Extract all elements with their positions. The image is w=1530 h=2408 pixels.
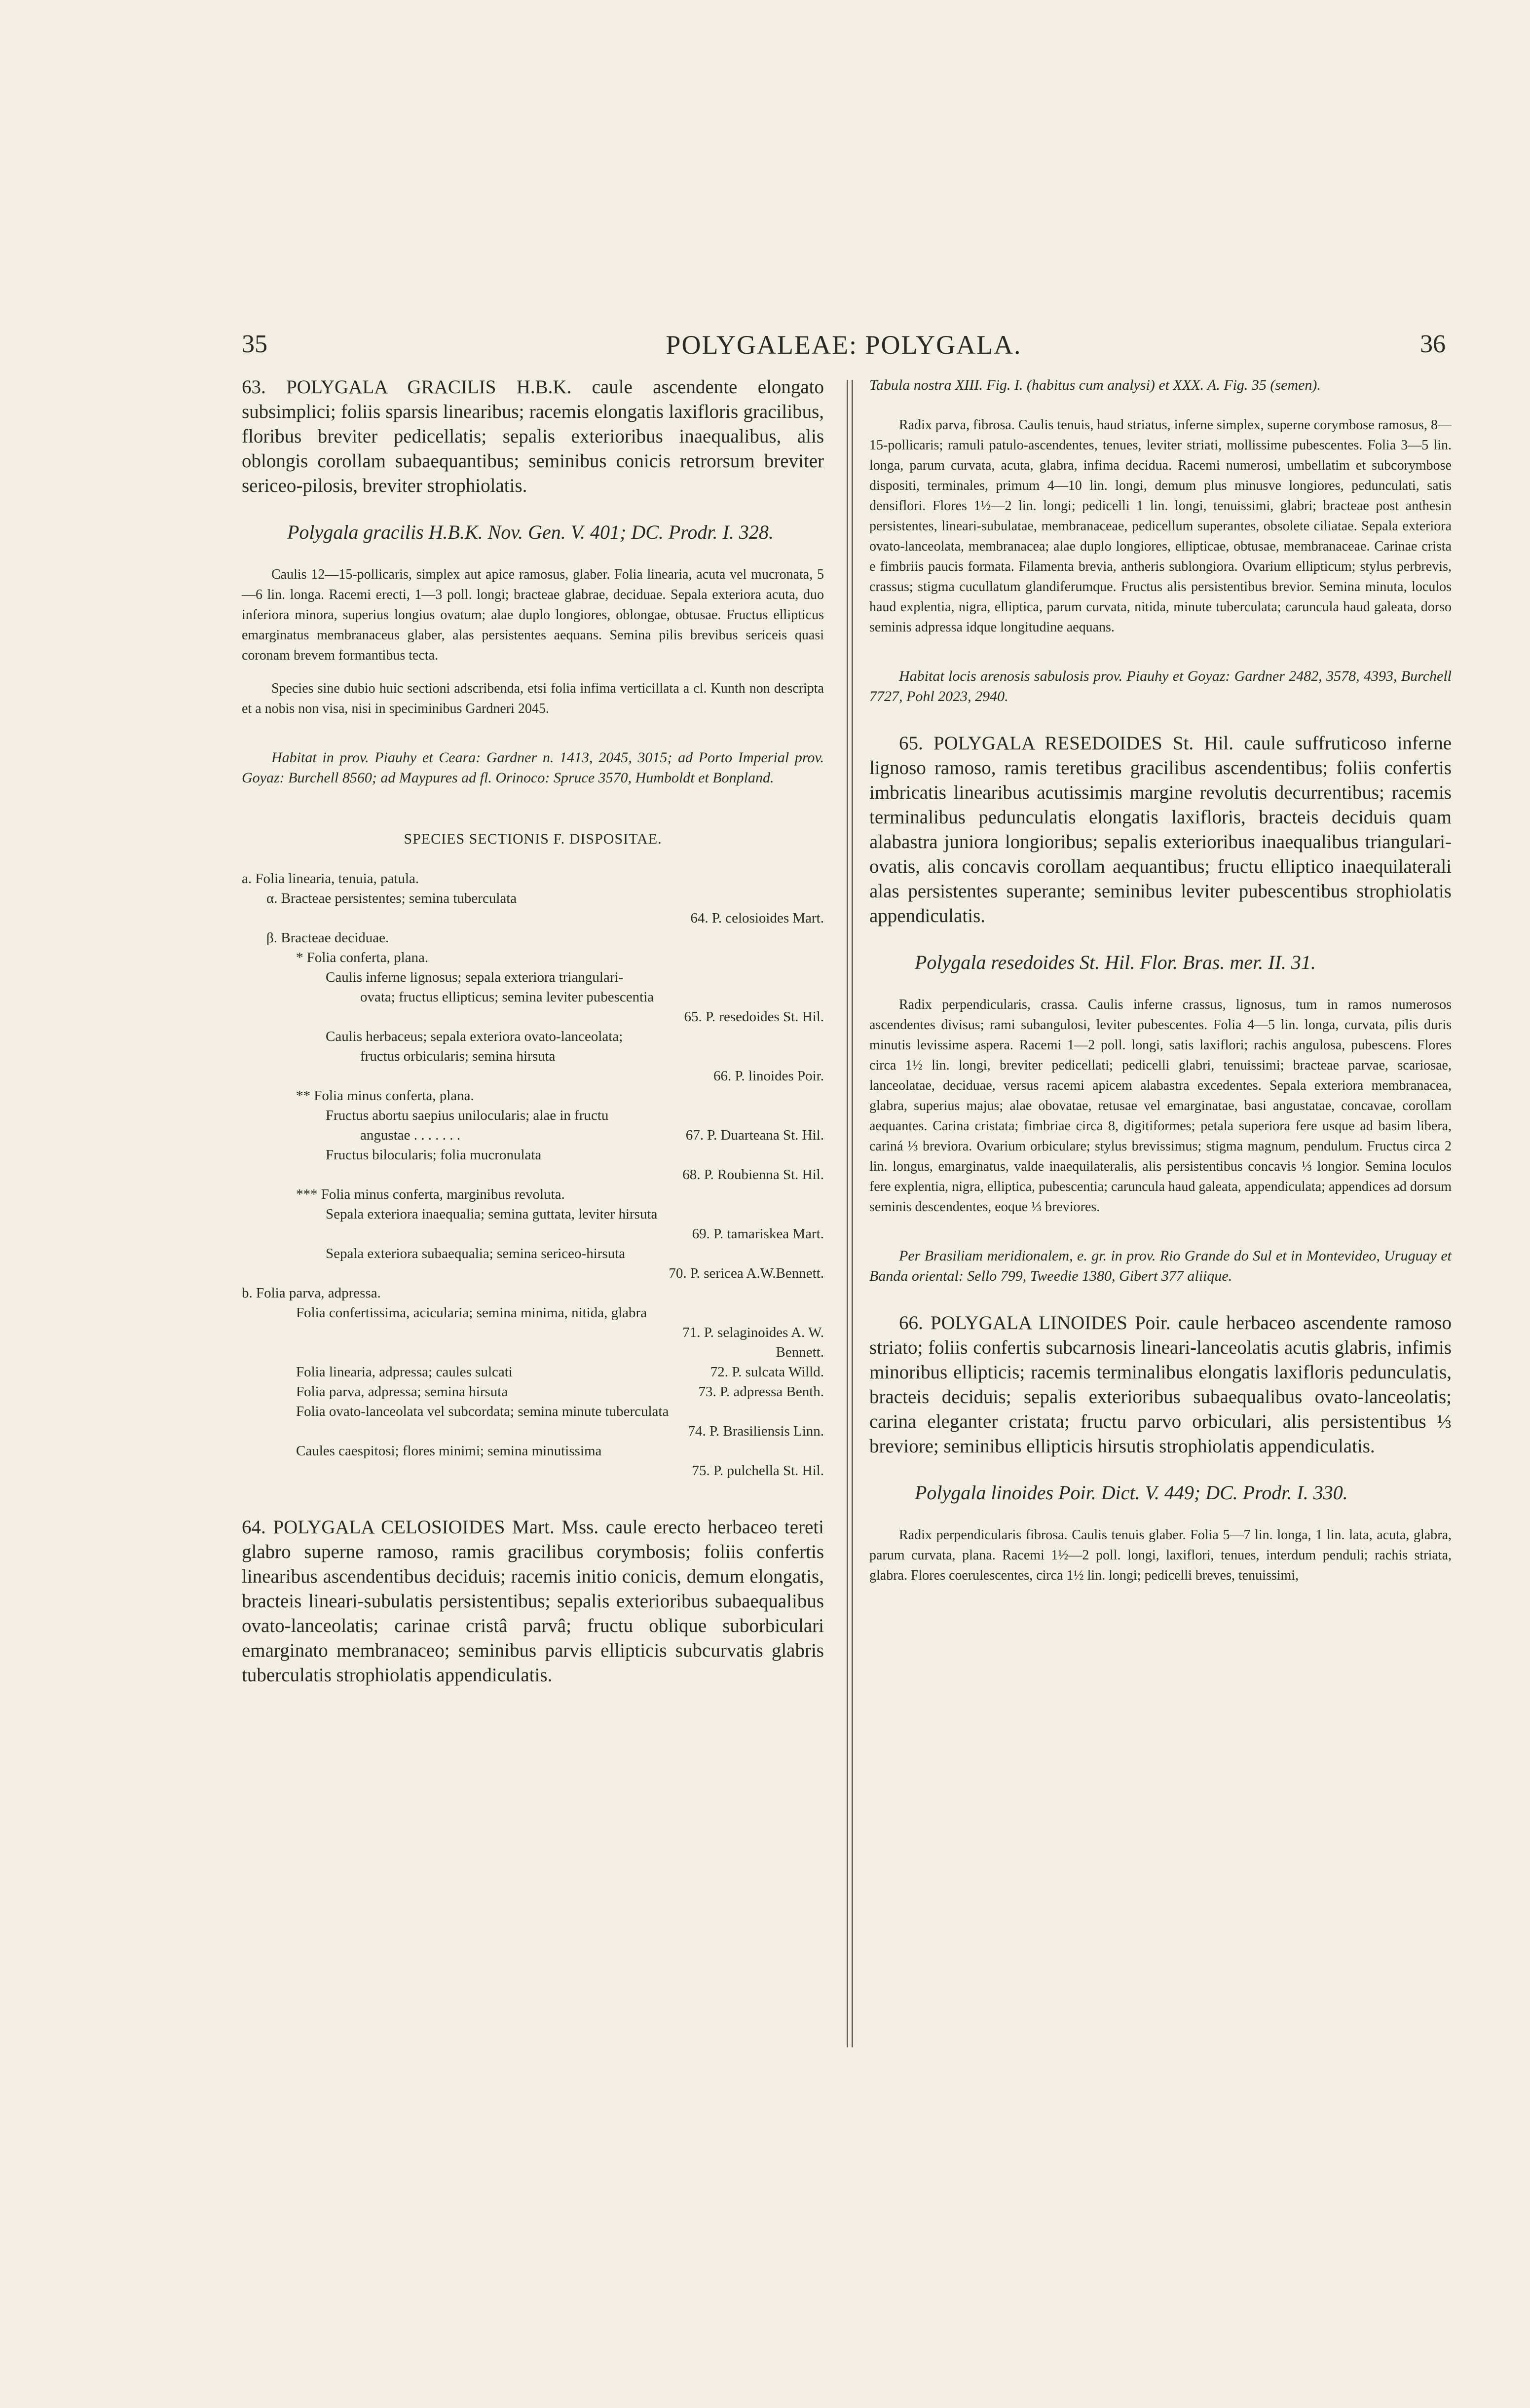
- key-row: [242, 1303, 824, 1323]
- key-row-text: α. Bracteae persistentes; semina tuberculata: [266, 890, 517, 906]
- key-row: [242, 1165, 824, 1185]
- key-row: [242, 1185, 824, 1204]
- key-row-species: 68. P. Roubienna St. Hil.: [682, 1167, 824, 1183]
- key-row-text: angustae . . . . . . .: [360, 1127, 460, 1143]
- key-row-text: Folia linearia, adpressa; caules sulcati: [296, 1364, 513, 1380]
- key-row: [242, 967, 824, 987]
- key-row: [242, 1263, 824, 1283]
- species-66-diagnosis: 66. POLYGALA LINOIDES Poir. caule herbaceo ascendente ramoso striato; foliis confertis subcarnosis lineari-lanceolatis acutis glabris, infimis minoribus ellipticis; racemis terminalibus elongatis laxifloris pedunculatis, bracteis deciduis; sepalis exterioribus subaequalibus ovato-lanceolatis; carina eleganter cristata; fructu parvo orbiculari, alis persistentibus ⅓ breviore; seminibus ellipticis hirsutis strophiolatis appendiculatis.: [869, 1312, 1452, 1457]
- key-row-text: Sepala exteriora inaequalia; semina guttata, leviter hirsuta: [326, 1206, 658, 1222]
- species-64-plate-citation: Tabula nostra XIII. Fig. I. (habitus cum analysi) et XXX. A. Fig. 35 (semen).: [869, 377, 1321, 393]
- key-row: [242, 1224, 824, 1244]
- species-64-habitat: Habitat locis arenosis sabulosis prov. Piauhy et Goyaz: Gardner 2482, 3578, 4393, Burchell 7727, Pohl 2023, 2940.: [869, 668, 1452, 704]
- key-row-text: fructus orbicularis; semina hirsuta: [360, 1048, 556, 1064]
- key-row: [242, 1106, 824, 1125]
- key-row: [242, 928, 824, 948]
- key-row-text: a. Folia linearia, tenuia, patula.: [242, 871, 419, 887]
- key-row-species: 73. P. adpressa Benth.: [698, 1384, 824, 1400]
- key-row-species: 65. P. resedoides St. Hil.: [684, 1009, 824, 1025]
- key-row: [242, 1382, 824, 1402]
- key-row: [242, 1362, 824, 1382]
- key-row-species: 70. P. sericea A.W.Bennett.: [669, 1265, 824, 1281]
- species-63-description: Caulis 12—15-pollicaris, simplex aut apice ramosus, glaber. Folia linearia, acuta vel mucronata, 5—6 lin. longa. Racemi erecti, 1—3 poll. longi; bracteae glabrae, deciduae. Sepala exteriora acuta, duo inferiora minora, superius longius ovatum; alae duplo longiores, oblongae, obtusae. Fructus ellipticus emarginatus membranaceus glaber, alas persistentes aequans. Semina pilis brevibus sericeis quasi coronam brevem formantibus tecta.: [242, 567, 824, 663]
- key-row-species: 66. P. linoides Poir.: [713, 1068, 824, 1084]
- key-row: [242, 869, 824, 889]
- key-row-species: 69. P. tamariskea Mart.: [692, 1226, 824, 1242]
- key-row: [242, 1461, 824, 1481]
- key-row-text: *** Folia minus conferta, marginibus revoluta.: [296, 1186, 565, 1202]
- left-column: [242, 375, 824, 1688]
- key-row: [242, 1402, 824, 1421]
- species-63-habitat: Habitat in prov. Piauhy et Ceara: Gardner n. 1413, 2045, 3015; ad Porto Imperial prov. Goyaz: Burchell 8560; ad Maypures ad fl. Orinoco: Spruce 3570, Humboldt et Bonpland.: [242, 749, 824, 786]
- key-row: [242, 1125, 824, 1145]
- key-row: [242, 1283, 824, 1303]
- key-row-species: 71. P. selaginoides A. W.: [682, 1325, 824, 1340]
- key-row-text: b. Folia parva, adpressa.: [242, 1285, 381, 1301]
- species-64-diagnosis: 64. POLYGALA CELOSIOIDES Mart. Mss. caule erecto herbaceo tereti glabro superne ramoso, ramis gracilibus corymbosis; foliis confertis linearibus ascendentibus deciduis; racemis initio conicis, demum elongatis, bracteis lineari-subulatis persistentibus; sepalis exterioribus subaequalibus ovato-lanceolatis; carinae cristâ parvâ; fructu oblique suborbiculari emarginato membranaceo; seminibus parvis ellipticis subcurvatis glabris tuberculatis strophiolatis appendiculatis.: [242, 1517, 824, 1686]
- key-row-text: ** Folia minus conferta, plana.: [296, 1088, 474, 1104]
- key-row: [242, 1323, 824, 1342]
- key-row-species: 74. P. Brasiliensis Linn.: [688, 1423, 824, 1439]
- key-row-text: * Folia conferta, plana.: [296, 950, 429, 965]
- key-row-text: Folia confertissima, acicularia; semina minima, nitida, glabra: [296, 1305, 647, 1321]
- key-row-species: 75. P. pulchella St. Hil.: [692, 1463, 824, 1479]
- key-row: [242, 1421, 824, 1441]
- key-row-text: Caulis herbaceus; sepala exteriora ovato-lanceolata;: [326, 1029, 623, 1044]
- key-row-text: Fructus abortu saepius unilocularis; alae in fructu: [326, 1108, 609, 1123]
- key-title: SPECIES SECTIONIS F. DISPOSITAE.: [404, 831, 662, 847]
- right-column: [869, 375, 1452, 1586]
- key-row: [242, 1244, 824, 1263]
- running-header: [242, 330, 1446, 369]
- species-65-citation: Polygala resedoides St. Hil. Flor. Bras. mer. II. 31.: [915, 951, 1316, 973]
- species-key: [242, 869, 824, 1481]
- key-row-species: 72. P. sulcata Willd.: [710, 1364, 824, 1380]
- page-number-left: 35: [242, 330, 267, 358]
- key-row: [242, 908, 824, 928]
- key-row-species: Bennett.: [776, 1344, 824, 1360]
- species-63-note: Species sine dubio huic sectioni adscribenda, etsi folia infima verticillata a cl. Kunth non descripta et a nobis non visa, nisi in speciminibus Gardneri 2045.: [242, 681, 824, 716]
- key-row: [242, 1441, 824, 1461]
- key-row: [242, 1145, 824, 1165]
- key-row-text: β. Bracteae deciduae.: [266, 930, 389, 946]
- species-63-citation: Polygala gracilis H.B.K. Nov. Gen. V. 401; DC. Prodr. I. 328.: [287, 521, 774, 543]
- species-65-description: Radix perpendicularis, crassa. Caulis inferne crassus, lignosus, tum in ramos numerosos ascendentes divisus; rami subangulosi, leviter pubescentes. Folia 4—5 lin. longa, curvata, pilis duris minutis levissime aspera. Racemi 1—2 poll. longi, satis laxiflori; rachis angulosa, pubescens. Flores circa 1½ lin. longi, breviter pedicellati; pedicelli glabri, tenuissimi; bracteae parvae, scariosae, lanceolatae, deciduae, versus racemi apicem alabastra excedentes. Sepala exteriora membranacea, glabra, superius majus; alae obovatae, retusae vel emarginatae, basi angustatae, concavae, corollam aequantes. Carina cristata; fimbriae circa 8, digitiformes; petala superiora fere usque ad basim libera, cariná ⅓ breviora. Ovarium orbiculare; stylus brevissimus; stigma magnum, pendulum. Fructus circa 2 lin. longus, emarginatus, valde inaequilateralis, alis persistentibus concavis ⅓ longior. Semina loculos fere explentia, nigra, elliptica, pubescentia; caruncula haud galeata, appendiculata; appendices ad dorsum seminis descendentes, eoque ⅓ breviores.: [869, 997, 1452, 1215]
- key-row-species: 64. P. celosioides Mart.: [690, 910, 824, 926]
- key-row: [242, 987, 824, 1007]
- key-row: [242, 1204, 824, 1224]
- species-65-diagnosis: 65. POLYGALA RESEDOIDES St. Hil. caule suffruticoso inferne lignoso ramoso, ramis teretibus gracilibus ascendentibus; foliis confertis imbricatis linearibus acutissimis margine revolutis decurrentibus; racemis terminalibus pedunculatis elongatis laxifloris, bracteis deciduis quam alabastra juniora longioribus; sepalis exterioribus inaequalibus triangulari-ovatis, alis concavis corollam aequantibus; fructu elliptico inaequilaterali alas persistentes superante; seminibus leviter pubescentibus strophiolatis appendiculatis.: [869, 733, 1452, 926]
- key-row: [242, 1086, 824, 1106]
- species-66-description: Radix perpendicularis fibrosa. Caulis tenuis glaber. Folia 5—7 lin. longa, 1 lin. lata, acuta, glabra, parum curvata, plana. Racemi 1½—2 poll. longi, laxiflori, tenues, interdum penduli; rachis striata, glabra. Flores coerulescentes, circa 1½ lin. longi; pedicelli breves, tenuissimi,: [869, 1527, 1452, 1583]
- species-64-description: Radix parva, fibrosa. Caulis tenuis, haud striatus, inferne simplex, superne corymbose ramosus, 8—15-pollicaris; ramuli patulo-ascendentes, tenues, leviter striati, mollissime pubescentes. Folia 3—5 lin. longa, parum curvata, acuta, glabra, infima decidua. Racemi numerosi, umbellatim et subcorymbose dispositi, terminales, primum 4—10 lin. longi, demum plus minusve longiores, pedunculati, satis densiflori. Flores 1½—2 lin. longi; pedicelli 1 lin. longi, tenuissimi, glabri; bracteae post anthesin persistentes, lineari-subulatae, membranaceae, pedicellum superantes, obsolete ciliatae. Sepala exteriora ovato-lanceolata, membranacea; alae duplo longiores, ellipticae, obtusae, membranaceae. Carinae crista e fimbriis paucis formata. Filamenta brevia, antheris sublongiora. Ovarium ellipticum; stylus perbrevis, crassus; stigma cucullatum glandiferumque. Fructus alis persistentibus brevior. Semina minuta, loculos haud explentia, nigra, elliptica, parum curvata, nitida, minute tuberculata; caruncula haud galeata, dorso seminis adpressa idque longitudine aequans.: [869, 417, 1452, 635]
- key-row: [242, 1342, 824, 1362]
- page-number-right: 36: [1420, 330, 1446, 358]
- key-row: [242, 1027, 824, 1046]
- key-row: [242, 948, 824, 967]
- key-row: [242, 1007, 824, 1027]
- running-title: POLYGALEAE: POLYGALA.: [666, 330, 1022, 360]
- key-row-text: Folia parva, adpressa; semina hirsuta: [296, 1384, 508, 1400]
- key-row: [242, 1046, 824, 1066]
- key-row-text: Fructus bilocularis; folia mucronulata: [326, 1147, 542, 1163]
- column-rule: [847, 380, 848, 2047]
- key-row-text: Folia ovato-lanceolata vel subcordata; semina minute tuberculata: [296, 1404, 669, 1419]
- column-rule-second: [852, 380, 853, 2047]
- key-row-text: Sepala exteriora subaequalia; semina sericeo-hirsuta: [326, 1246, 626, 1261]
- key-row: [242, 1066, 824, 1086]
- key-row-text: Caulis inferne lignosus; sepala exteriora triangulari-: [326, 969, 624, 985]
- key-row-text: ovata; fructus ellipticus; semina leviter pubescentia: [360, 989, 654, 1005]
- key-row: [242, 889, 824, 908]
- species-66-citation: Polygala linoides Poir. Dict. V. 449; DC. Prodr. I. 330.: [915, 1482, 1348, 1504]
- species-65-habitat: Per Brasiliam meridionalem, e. gr. in prov. Rio Grande do Sul et in Montevideo, Uruguay et Banda oriental: Sello 799, Tweedie 1380, Gibert 377 aliique.: [869, 1248, 1452, 1284]
- key-row-text: Caules caespitosi; flores minimi; semina minutissima: [296, 1443, 602, 1459]
- key-row-species: 67. P. Duarteana St. Hil.: [685, 1127, 824, 1143]
- species-63-diagnosis: 63. POLYGALA GRACILIS H.B.K. caule ascendente elongato subsimplici; foliis sparsis linearibus; racemis elongatis laxifloris gracilibus, floribus breviter pedicellatis; sepalis exterioribus inaequalibus, alis oblongis corollam subaequantibus; seminibus conicis retrorsum breviter sericeo-pilosis, breviter strophiolatis.: [242, 376, 824, 496]
